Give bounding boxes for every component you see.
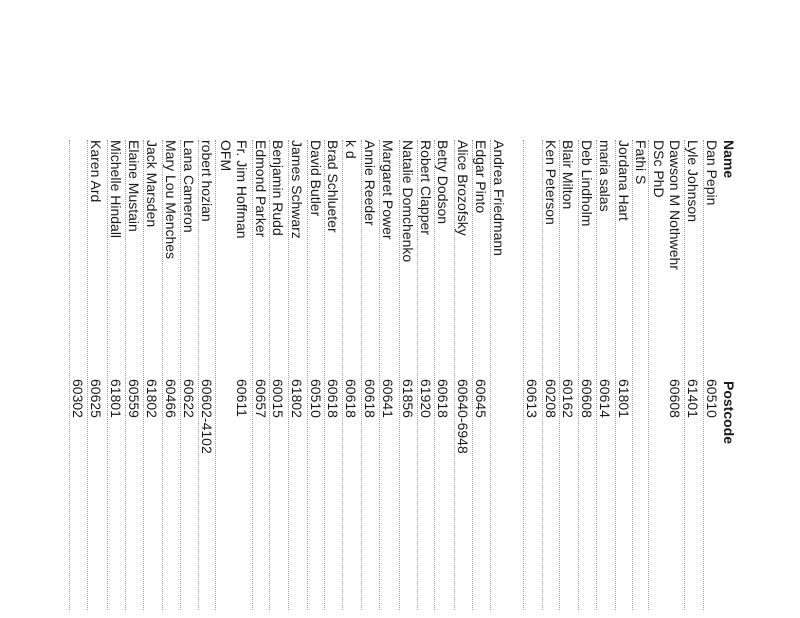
- row-divider: [180, 140, 181, 610]
- row-divider: [198, 140, 199, 610]
- row-name: Lana Cameron: [181, 140, 197, 233]
- row-name: robert hozian: [199, 140, 215, 222]
- row-postcode: 60608: [667, 379, 683, 418]
- row-name: maria salas: [597, 140, 613, 212]
- row-name: Brad Schlueter: [325, 140, 341, 233]
- row-postcode: 60015: [270, 379, 286, 418]
- row-postcode: 60208: [543, 379, 559, 418]
- row-divider: [107, 140, 108, 610]
- row-divider: [684, 140, 685, 610]
- row-name: Mary Lou Menches: [163, 140, 179, 260]
- row-postcode: 61401: [685, 379, 701, 418]
- row-name: Dan Pepin: [704, 140, 720, 206]
- row-postcode: 61801: [108, 379, 124, 418]
- row-postcode: 60611: [234, 379, 250, 417]
- row-divider: [215, 140, 216, 610]
- row-name: Ken Peterson: [543, 140, 559, 225]
- row-postcode: 61802: [144, 379, 160, 418]
- row-postcode: 60641: [380, 379, 396, 418]
- row-divider: [307, 140, 308, 610]
- row-divider: [632, 140, 633, 610]
- row-divider: [399, 140, 400, 610]
- row-postcode: 60657: [253, 379, 269, 418]
- row-divider: [454, 140, 455, 610]
- row-postcode: 60602-4102: [199, 379, 215, 454]
- row-postcode: 60640-6948: [455, 379, 471, 454]
- row-name: Robert Clapper: [418, 140, 434, 235]
- row-name: Jack Marsden: [144, 140, 160, 228]
- row-divider: [615, 140, 616, 610]
- row-name: Alice Brozofsky: [455, 140, 471, 236]
- row-name: Andrea Friedmann: [491, 140, 507, 256]
- row-postcode: 60645: [473, 379, 489, 418]
- row-divider: [559, 140, 560, 610]
- row-postcode: 60622: [181, 379, 197, 418]
- row-name: Dawson M Nothwehr: [667, 140, 683, 270]
- row-name: Natalie Domchenko: [400, 140, 416, 263]
- row-postcode: 60614: [597, 379, 613, 418]
- row-divider: [578, 140, 579, 610]
- row-postcode: 61920: [418, 379, 434, 418]
- row-name: Betty Dodson: [435, 140, 451, 225]
- row-name: Edgar Pinto: [473, 140, 489, 214]
- row-postcode: 60618: [343, 379, 359, 418]
- row-name: Michelle Hindall: [108, 140, 124, 239]
- table-row: [649, 140, 683, 610]
- row-divider: [703, 140, 704, 610]
- row-postcode: 61856: [400, 379, 416, 418]
- row-divider: [417, 140, 418, 610]
- postcode-column-header: Postcode: [721, 381, 737, 445]
- row-postcode: 60618: [435, 379, 451, 418]
- row-name: Benjamin Rudd: [270, 140, 286, 236]
- row-divider: [252, 140, 253, 610]
- row-name: Fathi S: [633, 140, 649, 185]
- row-divider: [523, 140, 524, 610]
- row-postcode: 60613: [524, 379, 540, 418]
- row-divider: [269, 140, 270, 610]
- row-postcode: 60618: [362, 379, 378, 418]
- row-divider: [596, 140, 597, 610]
- row-postcode: 60466: [163, 379, 179, 418]
- row-postcode: 60302: [70, 379, 86, 418]
- row-divider: [434, 140, 435, 610]
- row-postcode: 60625: [88, 379, 104, 418]
- row-divider: [490, 140, 491, 610]
- row-postcode: 60618: [325, 379, 341, 418]
- row-name-continued: OFM: [218, 140, 234, 172]
- row-divider: [69, 140, 70, 610]
- row-name: Fr. Jim Hoffman: [234, 140, 250, 239]
- row-name: k d: [343, 140, 359, 159]
- row-divider: [542, 140, 543, 610]
- row-postcode: 60162: [560, 379, 576, 418]
- row-postcode: 60559: [126, 379, 142, 418]
- row-name: Blair Milton: [560, 140, 576, 210]
- row-divider: [143, 140, 144, 610]
- row-divider: [288, 140, 289, 610]
- row-divider: [342, 140, 343, 610]
- row-postcode: 60608: [579, 379, 595, 418]
- row-name: Jordana Hart: [616, 140, 632, 221]
- row-name: Elaine Mustain: [126, 140, 142, 232]
- row-name: Lyle Johnson: [685, 140, 701, 222]
- row-divider: [361, 140, 362, 610]
- row-divider: [162, 140, 163, 610]
- row-divider: [379, 140, 380, 610]
- row-name: Margaret Power: [380, 140, 396, 240]
- row-name-continued: DSc PhD: [651, 140, 667, 198]
- row-name: Annie Reeder: [362, 140, 378, 226]
- row-postcode: 60510: [308, 379, 324, 418]
- rotated-page: [57, 140, 737, 610]
- row-divider: [125, 140, 126, 610]
- row-name: David Butler: [308, 140, 324, 217]
- row-postcode: 61801: [616, 379, 632, 418]
- row-name: Deb Lindholm: [579, 140, 595, 227]
- row-name: Edmond Parker: [253, 140, 269, 238]
- table-row: [216, 140, 250, 610]
- row-name: James Schwarz: [289, 140, 305, 239]
- name-column-header: Name: [721, 140, 737, 179]
- row-postcode: 60510: [704, 379, 720, 418]
- row-divider: [324, 140, 325, 610]
- table-row: [52, 140, 86, 610]
- row-divider: [87, 140, 88, 610]
- table-row: [506, 140, 540, 610]
- row-name: Karen Ard: [88, 140, 104, 203]
- row-divider: [472, 140, 473, 610]
- row-postcode: 61802: [289, 379, 305, 418]
